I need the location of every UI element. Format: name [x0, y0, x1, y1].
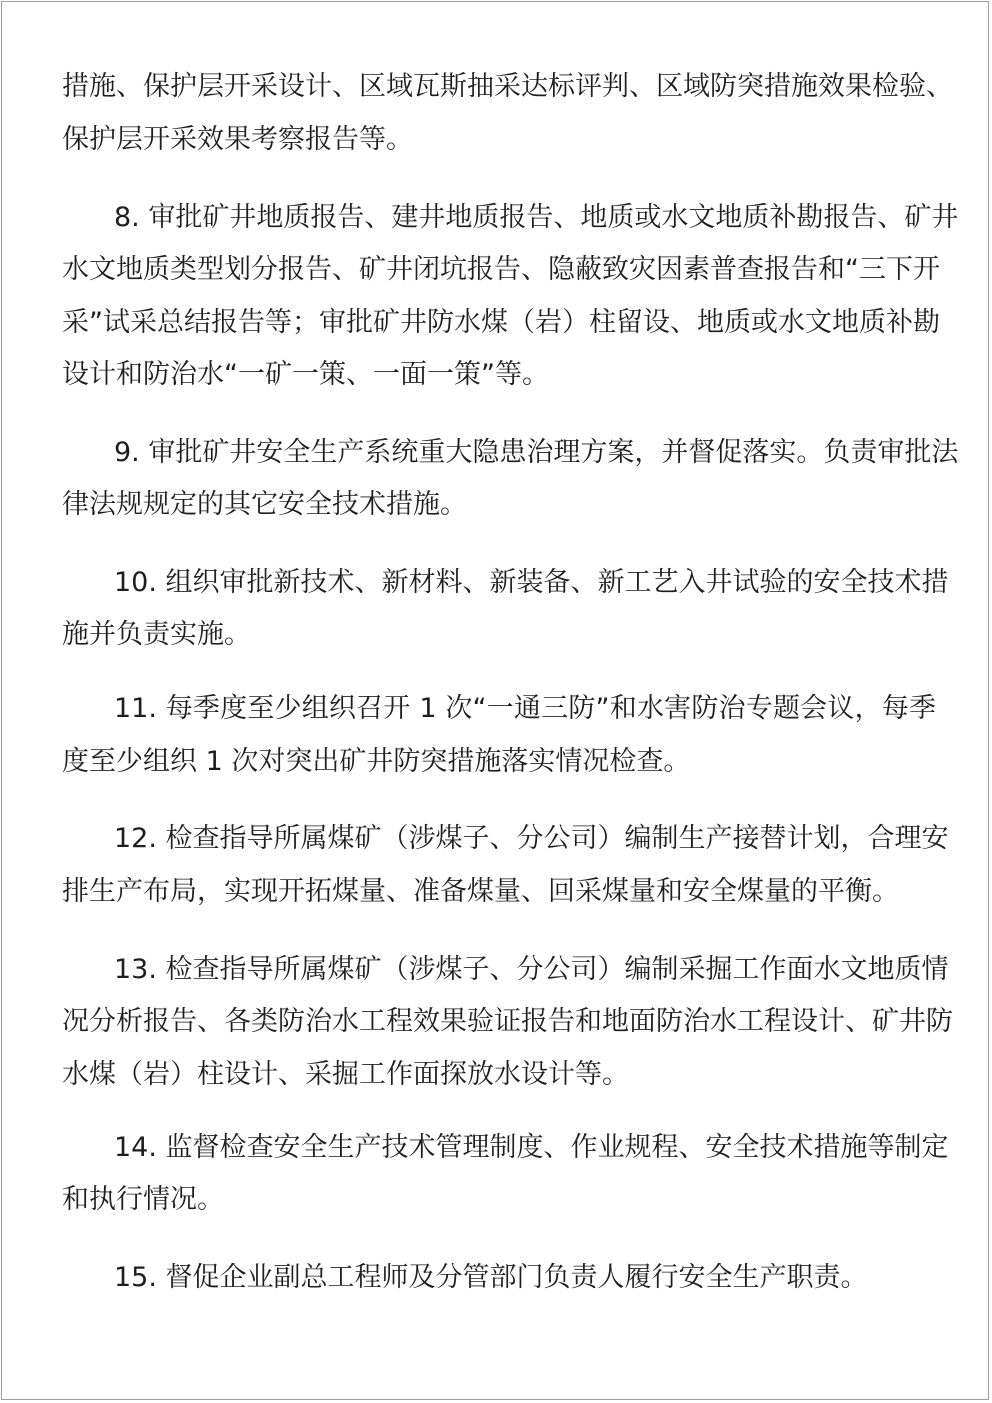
text-line: 水文地质类型划分报告、矿井闭坑报告、隐蔽致灾因素普查报告和“三下开: [62, 254, 940, 285]
list-item-14-line: 14. 监督检查安全生产技术管理制度、作业规程、安全技术措施等制定: [114, 1132, 949, 1163]
text-line: 律法规规定的其它安全技术措施。: [62, 489, 467, 520]
list-item-11-line: 11. 每季度至少组织召开 1 次“一通三防”和水害防治专题会议，每季: [114, 693, 936, 724]
list-item-9-line: 9. 审批矿井安全生产系统重大隐患治理方案，并督促落实。负责审批法: [114, 437, 959, 468]
text-line: 施并负责实施。: [62, 619, 251, 650]
text-line: 度至少组织 1 次对突出矿井防突措施落实情况检查。: [62, 746, 691, 777]
text-line: 保护层开采效果考察报告等。: [62, 124, 413, 155]
text-line: 设计和防治水“一矿一策、一面一策”等。: [62, 359, 549, 390]
text-line: 采”试采总结报告等；审批矿井防水煤（岩）柱留设、地质或水文地质补勘: [62, 307, 940, 338]
list-item-8-line: 8. 审批矿井地质报告、建井地质报告、地质或水文地质补勘报告、矿井: [114, 202, 959, 233]
text-line: 况分析报告、各类防治水工程效果验证报告和地面防治水工程设计、矿井防: [62, 1006, 953, 1037]
text-line: 水煤（岩）柱设计、采掘工作面探放水设计等。: [62, 1059, 629, 1090]
list-item-10-line: 10. 组织审批新技术、新材料、新装备、新工艺入井试验的安全技术措: [114, 567, 949, 598]
text-line: 和执行情况。: [62, 1184, 224, 1215]
text-line: 排生产布局，实现开拓煤量、准备煤量、回采煤量和安全煤量的平衡。: [62, 876, 899, 907]
list-item-12-line: 12. 检查指导所属煤矿（涉煤子、分公司）编制生产接替计划，合理安: [114, 823, 949, 854]
list-item-13-line: 13. 检查指导所属煤矿（涉煤子、分公司）编制采掘工作面水文地质情: [114, 954, 949, 985]
list-item-15-line: 15. 督促企业副总工程师及分管部门负责人履行安全生产职责。: [114, 1262, 868, 1293]
text-line: 措施、保护层开采设计、区域瓦斯抽采达标评判、区域防突措施效果检验、: [62, 71, 953, 102]
